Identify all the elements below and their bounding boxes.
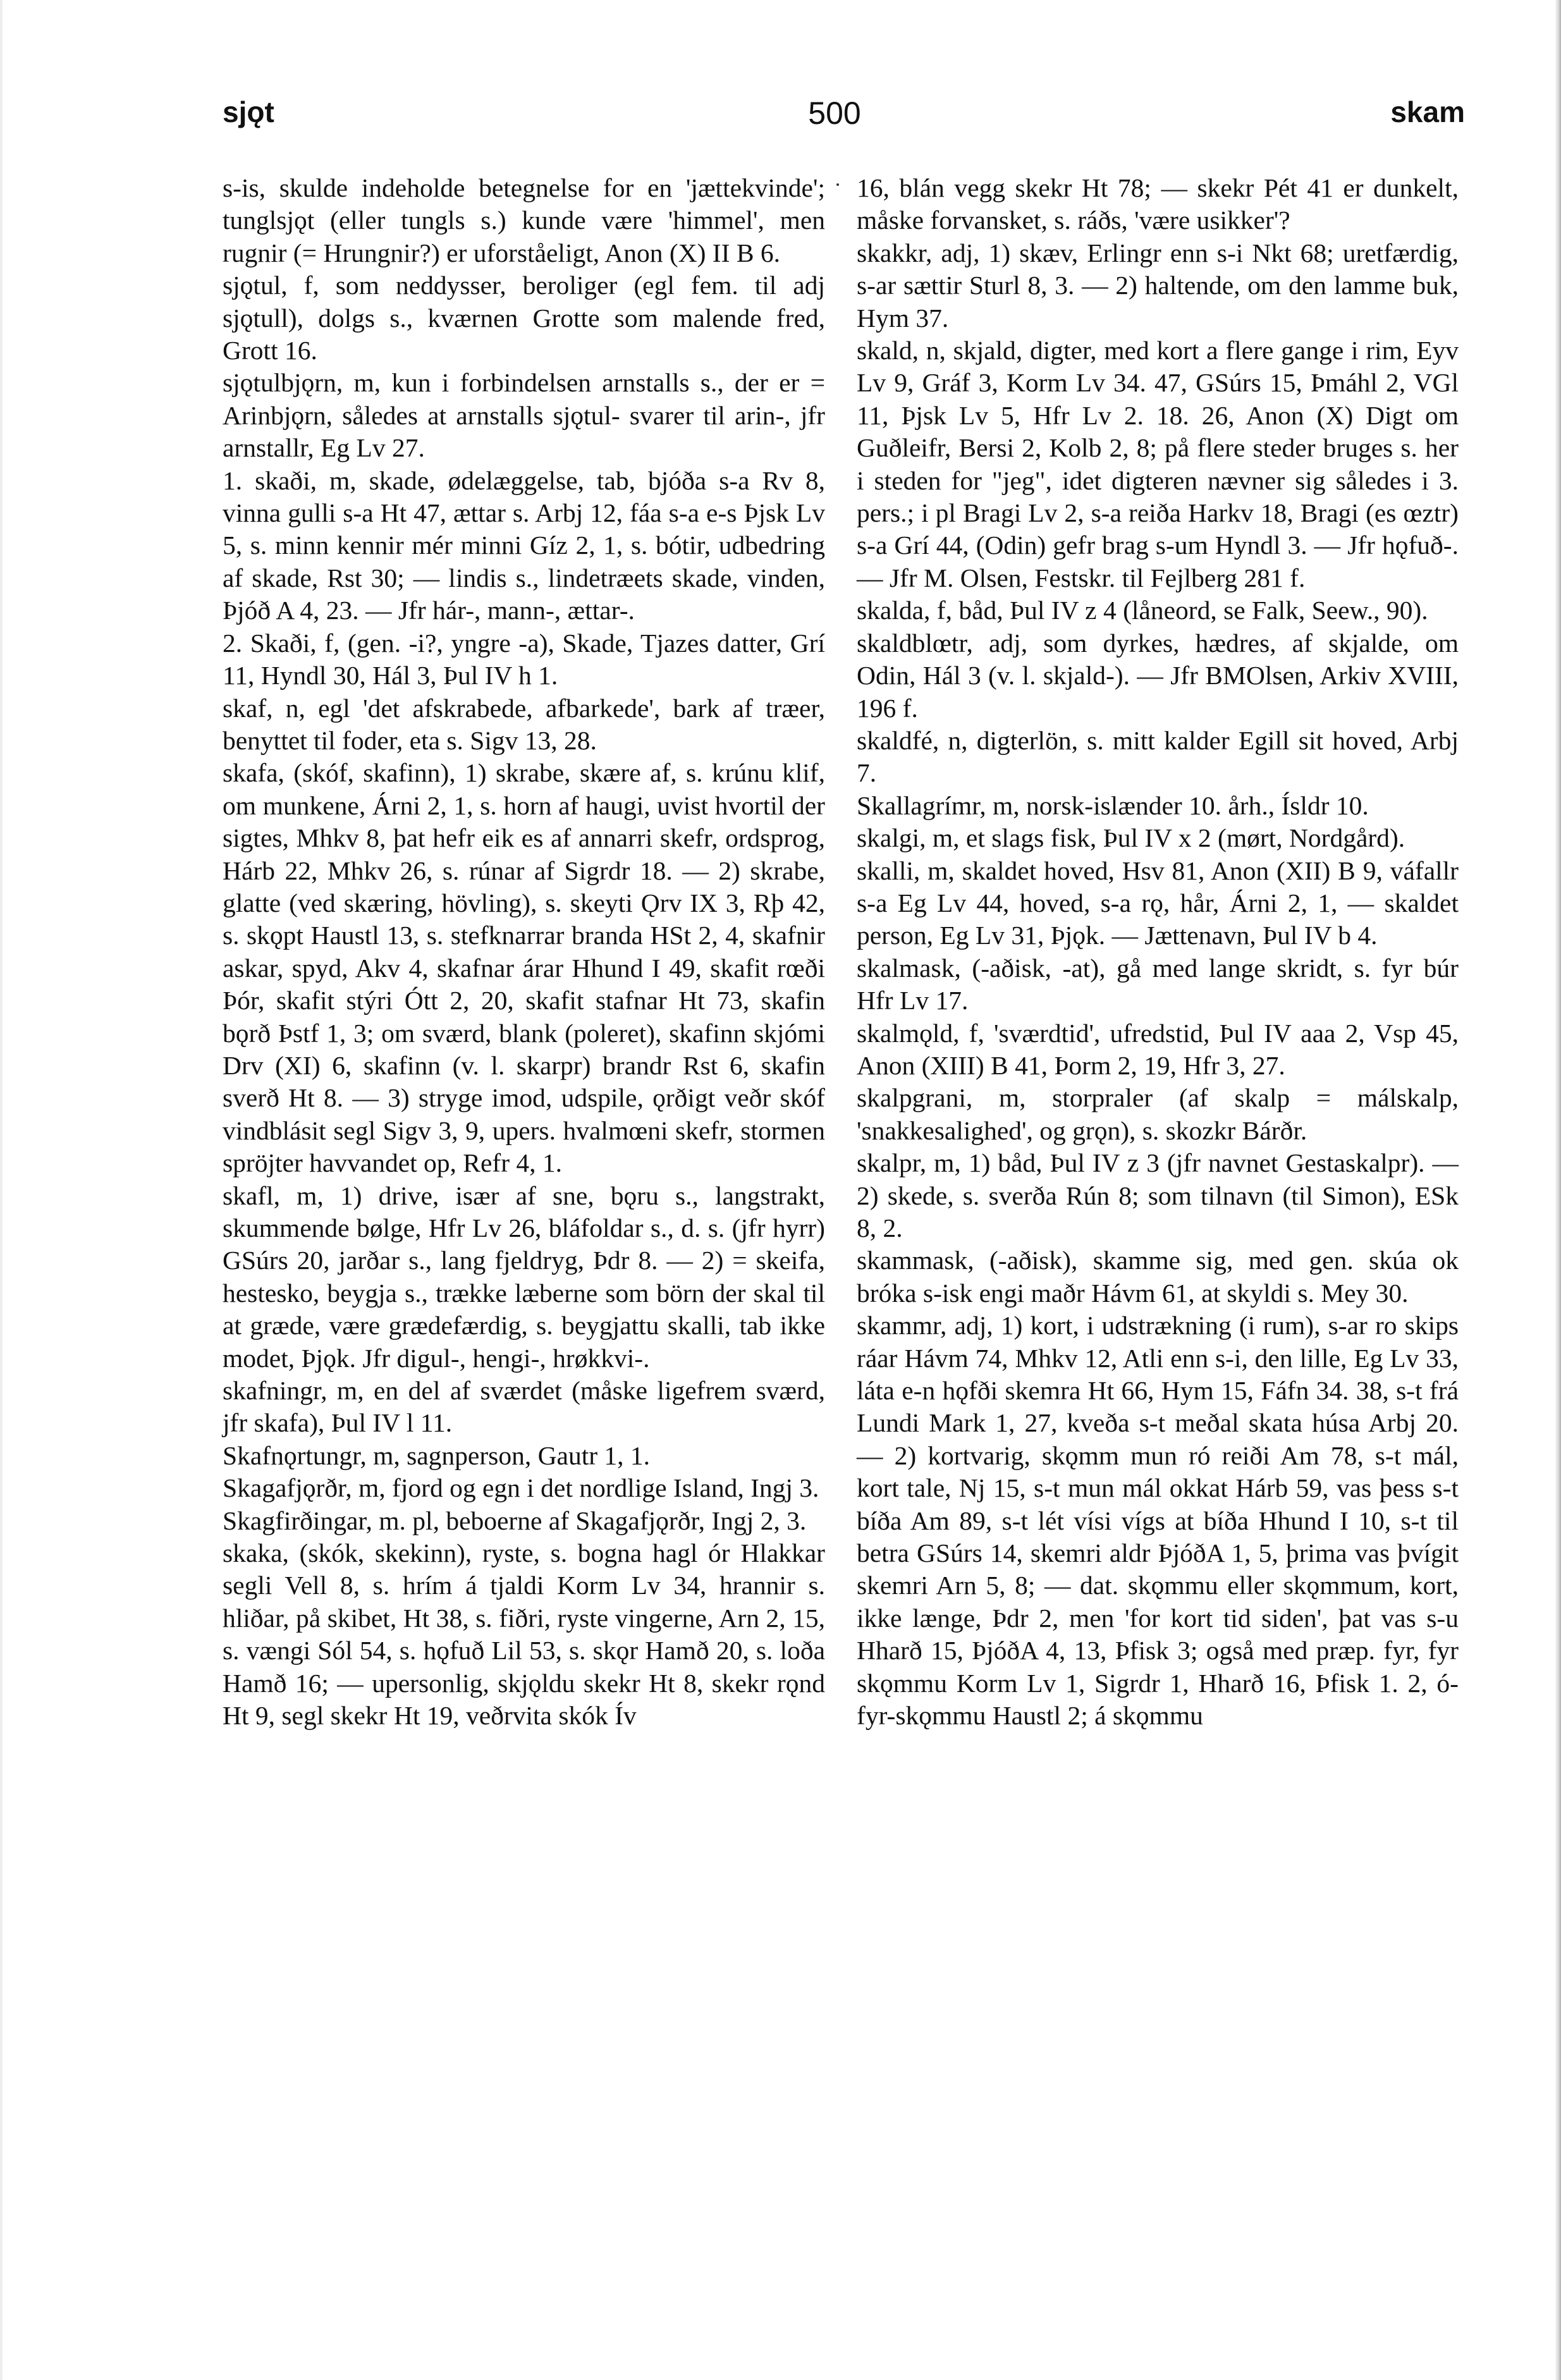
right-column [857, 172, 1459, 1733]
running-head-left: sjǫt [223, 95, 274, 128]
left-column [223, 172, 825, 1733]
entry-skald: skald, n, skjald, digter, med kort a flere gange i rim, Eyv Lv 9, Gráf 3, Korm Lv 34. 47, GSúrs 15, Þmáhl 2, VGl 11, Þjsk Lv 5, Hfr Lv 2. 18. 26, Anon (X) Digt om Guðleifr, Bersi 2, Kolb 2, 8; på flere steder bruges s. her i steden for "jeg", idet digteren nævner sig således i 3. pers.; i pl Bragi Lv 2, s-a reiða Harkv 18, Bragi (es œztr) s-a Grí 44, (Odin) gefr brag s-um Hyndl 3. — Jfr hǫfuð-. — Jfr M. Olsen, Festskr. til Fejlberg 281 f. [857, 336, 1459, 592]
entry-skaka: skaka, (skók, skekinn), ryste, s. bogna hagl ór Hlakkar segli Vell 8, s. hrím á tjaldi Korm Lv 34, hrannir s. hliðar, på skibet, Ht 38, s. fiðri, ryste vingerne, Arn 2, 15, s. vængi Sól 54, s. hǫfuð Lil 53, s. skǫr Hamð 20, s. loða Hamð 16; — upersonlig, skjǫldu skekr Ht 8, skekr rǫnd Ht 9, segl skekr Ht 19, veðrvita skók Ív [223, 1538, 825, 1731]
entry-skalda: skalda, f, båd, Þul IV z 4 (låneord, se Falk, Seew., 90). [857, 596, 1428, 625]
entry-skadi-1: 1. skaði, m, skade, ødelæggelse, tab, bjóða s-a Rv 8, vinna gulli s-a Ht 47, ættar s. Arbj 12, fáa s-a e-s Þjsk Lv 5, s. minn kennir mér minni Gíz 2, 1, s. bótir, udbedring af skade, Rst 30; — lindis s., lindetræets skade, vinden, Þjóð A 4, 23. — Jfr hár-, mann-, ættar-. [223, 465, 825, 625]
entry-skakkr: skakkr, adj, 1) skæv, Erlingr enn s-i Nkt 68; uretfærdig, s-ar sættir Sturl 8, 3. — 2) haltende, om den lamme buk, Hym 37. [857, 238, 1459, 333]
entry-skammask: skammask, (-aðisk), skamme sig, med gen. skúa ok bróka s-isk engi maðr Hávm 61, at skyldi s. Mey 30. [857, 1246, 1459, 1308]
entry-skammr: skammr, adj, 1) kort, i udstrækning (i rum), s-ar ro skips ráar Hávm 74, Mhkv 12, Atli enn s-i, den lille, Eg Lv 33, láta e-n hǫfði skemra Ht 66, Hym 15, Fáfn 34. 38, s-t frá Lundi Mark 1, 27, kveða s-t meðal skata húsa Arbj 20. — 2) kortvarig, skǫmm mun ró reiði Am 78, s-t mál, kort tale, Nj 15, s-t mun mál okkat Hárb 59, vas þess s-t bíða Am 89, s-t lét vísi vígs at bíða Hhund I 10, s-t til betra GSúrs 14, skemri aldr ÞjóðA 1, 5, þrima vas þvígit skemri Arn 5, 8; — dat. skǫmmu eller skǫmmum, kort, ikke længe, Þdr 2, men 'for kort tid siden', þat vas s-u Hharð 15, ÞjóðA 4, 13, Þfisk 3; også med præp. fyr, fyr skǫmmu Korm Lv 1, Sigrdr 1, Hharð 16, Þfisk 1. 2, ó-fyr-skǫmmu Haustl 2; á skǫmmu [857, 1311, 1459, 1731]
entry-skafnortungr: Skafnǫrtungr, m, sagnperson, Gautr 1, 1. [223, 1440, 651, 1470]
scan-edge-left [0, 0, 3, 2380]
entry-skagfirdingar: Skagfirðingar, m. pl, beboerne af Skagafjǫrðr, Ingj 2, 3. [223, 1506, 807, 1535]
entry-skaldfe: skaldfé, n, digterlön, s. mitt kalder Egill sit hoved, Arbj 7. [857, 725, 1459, 788]
entry-skalpgrani: skalpgrani, m, storpraler (af skalp = málskalp, 'snakkesalighed', og grǫn), s. skozkr Bárðr. [857, 1083, 1459, 1145]
page-number: 500 [808, 95, 861, 131]
entry-sjotul: sjǫtul, f, som neddysser, beroliger (egl fem. til adj sjǫtull), dolgs s., kværnen Grotte som malende fred, Grott 16. [223, 271, 825, 365]
entry-skallagrimr: Skallagrímr, m, norsk-islænder 10. årh., Ísldr 10. [857, 790, 1369, 820]
entry-skalmold: skalmǫld, f, 'sværdtid', ufredstid, Þul IV aaa 2, Vsp 45, Anon (XIII) B 41, Þorm 2, 19, Hfr 3, 27. [857, 1018, 1459, 1080]
entry-skalmask: skalmask, (-aðisk, -at), gå med lange skridt, s. fyr búr Hfr Lv 17. [857, 953, 1459, 1015]
entry-skaldblotr: skaldblœtr, adj, som dyrkes, hædres, af skjalde, om Odin, Hál 3 (v. l. skjald-). — Jfr BMOlsen, Arkiv XVIII, 196 f. [857, 628, 1459, 723]
entry-skadi-2: 2. Skaði, f, (gen. -i?, yngre -a), Skade, Tjazes datter, Grí 11, Hyndl 30, Hál 3, Þul IV h 1. [223, 628, 825, 690]
entry-skaf: skaf, n, egl 'det afskrabede, afbarkede', bark af træer, benyttet til foder, eta s. Sigv 13, 28. [223, 693, 825, 755]
entry-skafl: skafl, m, 1) drive, især af sne, bǫru s., langstrakt, skummende bølge, Hfr Lv 26, bláfoldar s., d. s. (jfr hyrr) GSúrs 20, jarðar s., lang fjeldryg, Þdr 8. — 2) = skeifa, hestesko, beygja s., trække læberne som börn der skal til at græde, være grædefærdig, s. beygjattu skalli, tab ikke modet, Þjǫk. Jfr digul-, hengi-, hrøkkvi-. [223, 1181, 825, 1373]
entry-s-is: s-is, skulde indeholde betegnelse for en 'jættekvinde'; tunglsjǫt (eller tungls s.) kunde være 'himmel', men rugnir (= Hrungnir?) er uforståeligt, Anon (X) II B 6. [223, 173, 825, 267]
entry-skafningr: skafningr, m, en del af sværdet (måske ligefrem sværd, jfr skafa), Þul IV l 11. [223, 1376, 825, 1438]
entry-skalgi: skalgi, m, et slags fisk, Þul IV x 2 (mørt, Nordgård). [857, 823, 1405, 853]
running-head-right: skam [1390, 95, 1465, 128]
column-dot [836, 183, 839, 186]
entry-skafa: skafa, (skóf, skafinn), 1) skrabe, skære af, s. krúnu klif, om munkene, Árni 2, 1, s. horn af haugi, uvist hvortil der sigtes, Mhkv 8, þat hefr eik es af annarri skefr, ordsprog, Hárb 22, Mhkv 26, s. rúnar af Sigrdr 18. — 2) skrabe, glatte (ved skæring, hövling), s. skeyti Ǫrv IX 3, Rþ 42, s. skǫpt Haustl 13, s. stefknarrar branda HSt 2, 4, skafnir askar, spyd, Akv 4, skafnar árar Hhund I 49, skafit rœði Þór, skafit stýri Ótt 2, 20, skafit stafnar Ht 73, skafin bǫrð Þstf 1, 3; om sværd, blank (poleret), skafinn skjómi Drv (XI) 6, skafinn (v. l. skarpr) brandr Rst 6, skafin sverð Ht 8. — 3) stryge imod, udspile, ǫrðigt veðr skóf vindblásit segl Sigv 3, 9, upers. hvalmœni skefr, stormen spröjter havvandet op, Refr 4, 1. [223, 758, 825, 1178]
entry-skalli: skalli, m, skaldet hoved, Hsv 81, Anon (XII) B 9, váfallr s-a Eg Lv 44, hoved, s-a rǫ, hår, Árni 2, 1, — skaldet person, Eg Lv 31, Þjǫk. — Jættenavn, Þul IV b 4. [857, 856, 1459, 950]
entry-continuation: 16, blán vegg skekr Ht 78; — skekr Pét 41 er dunkelt, måske forvansket, s. ráðs, 'være usikker'? [857, 173, 1459, 235]
entry-sjotulbjorn: sjǫtulbjǫrn, m, kun i forbindelsen arnstalls s., der er = Arinbjǫrn, således at arnstalls sjǫtul- svarer til arin-, jfr arnstallr, Eg Lv 27. [223, 368, 825, 463]
entry-skagafjordr: Skagafjǫrðr, m, fjord og egn i det nordlige Island, Ingj 3. [223, 1473, 819, 1503]
entry-skalpr: skalpr, m, 1) båd, Þul IV z 3 (jfr navnet Gestaskalpr). — 2) skede, s. sverða Rún 8; som tilnavn (til Simon), ESk 8, 2. [857, 1148, 1459, 1242]
scan-edge-right [1555, 0, 1561, 2380]
